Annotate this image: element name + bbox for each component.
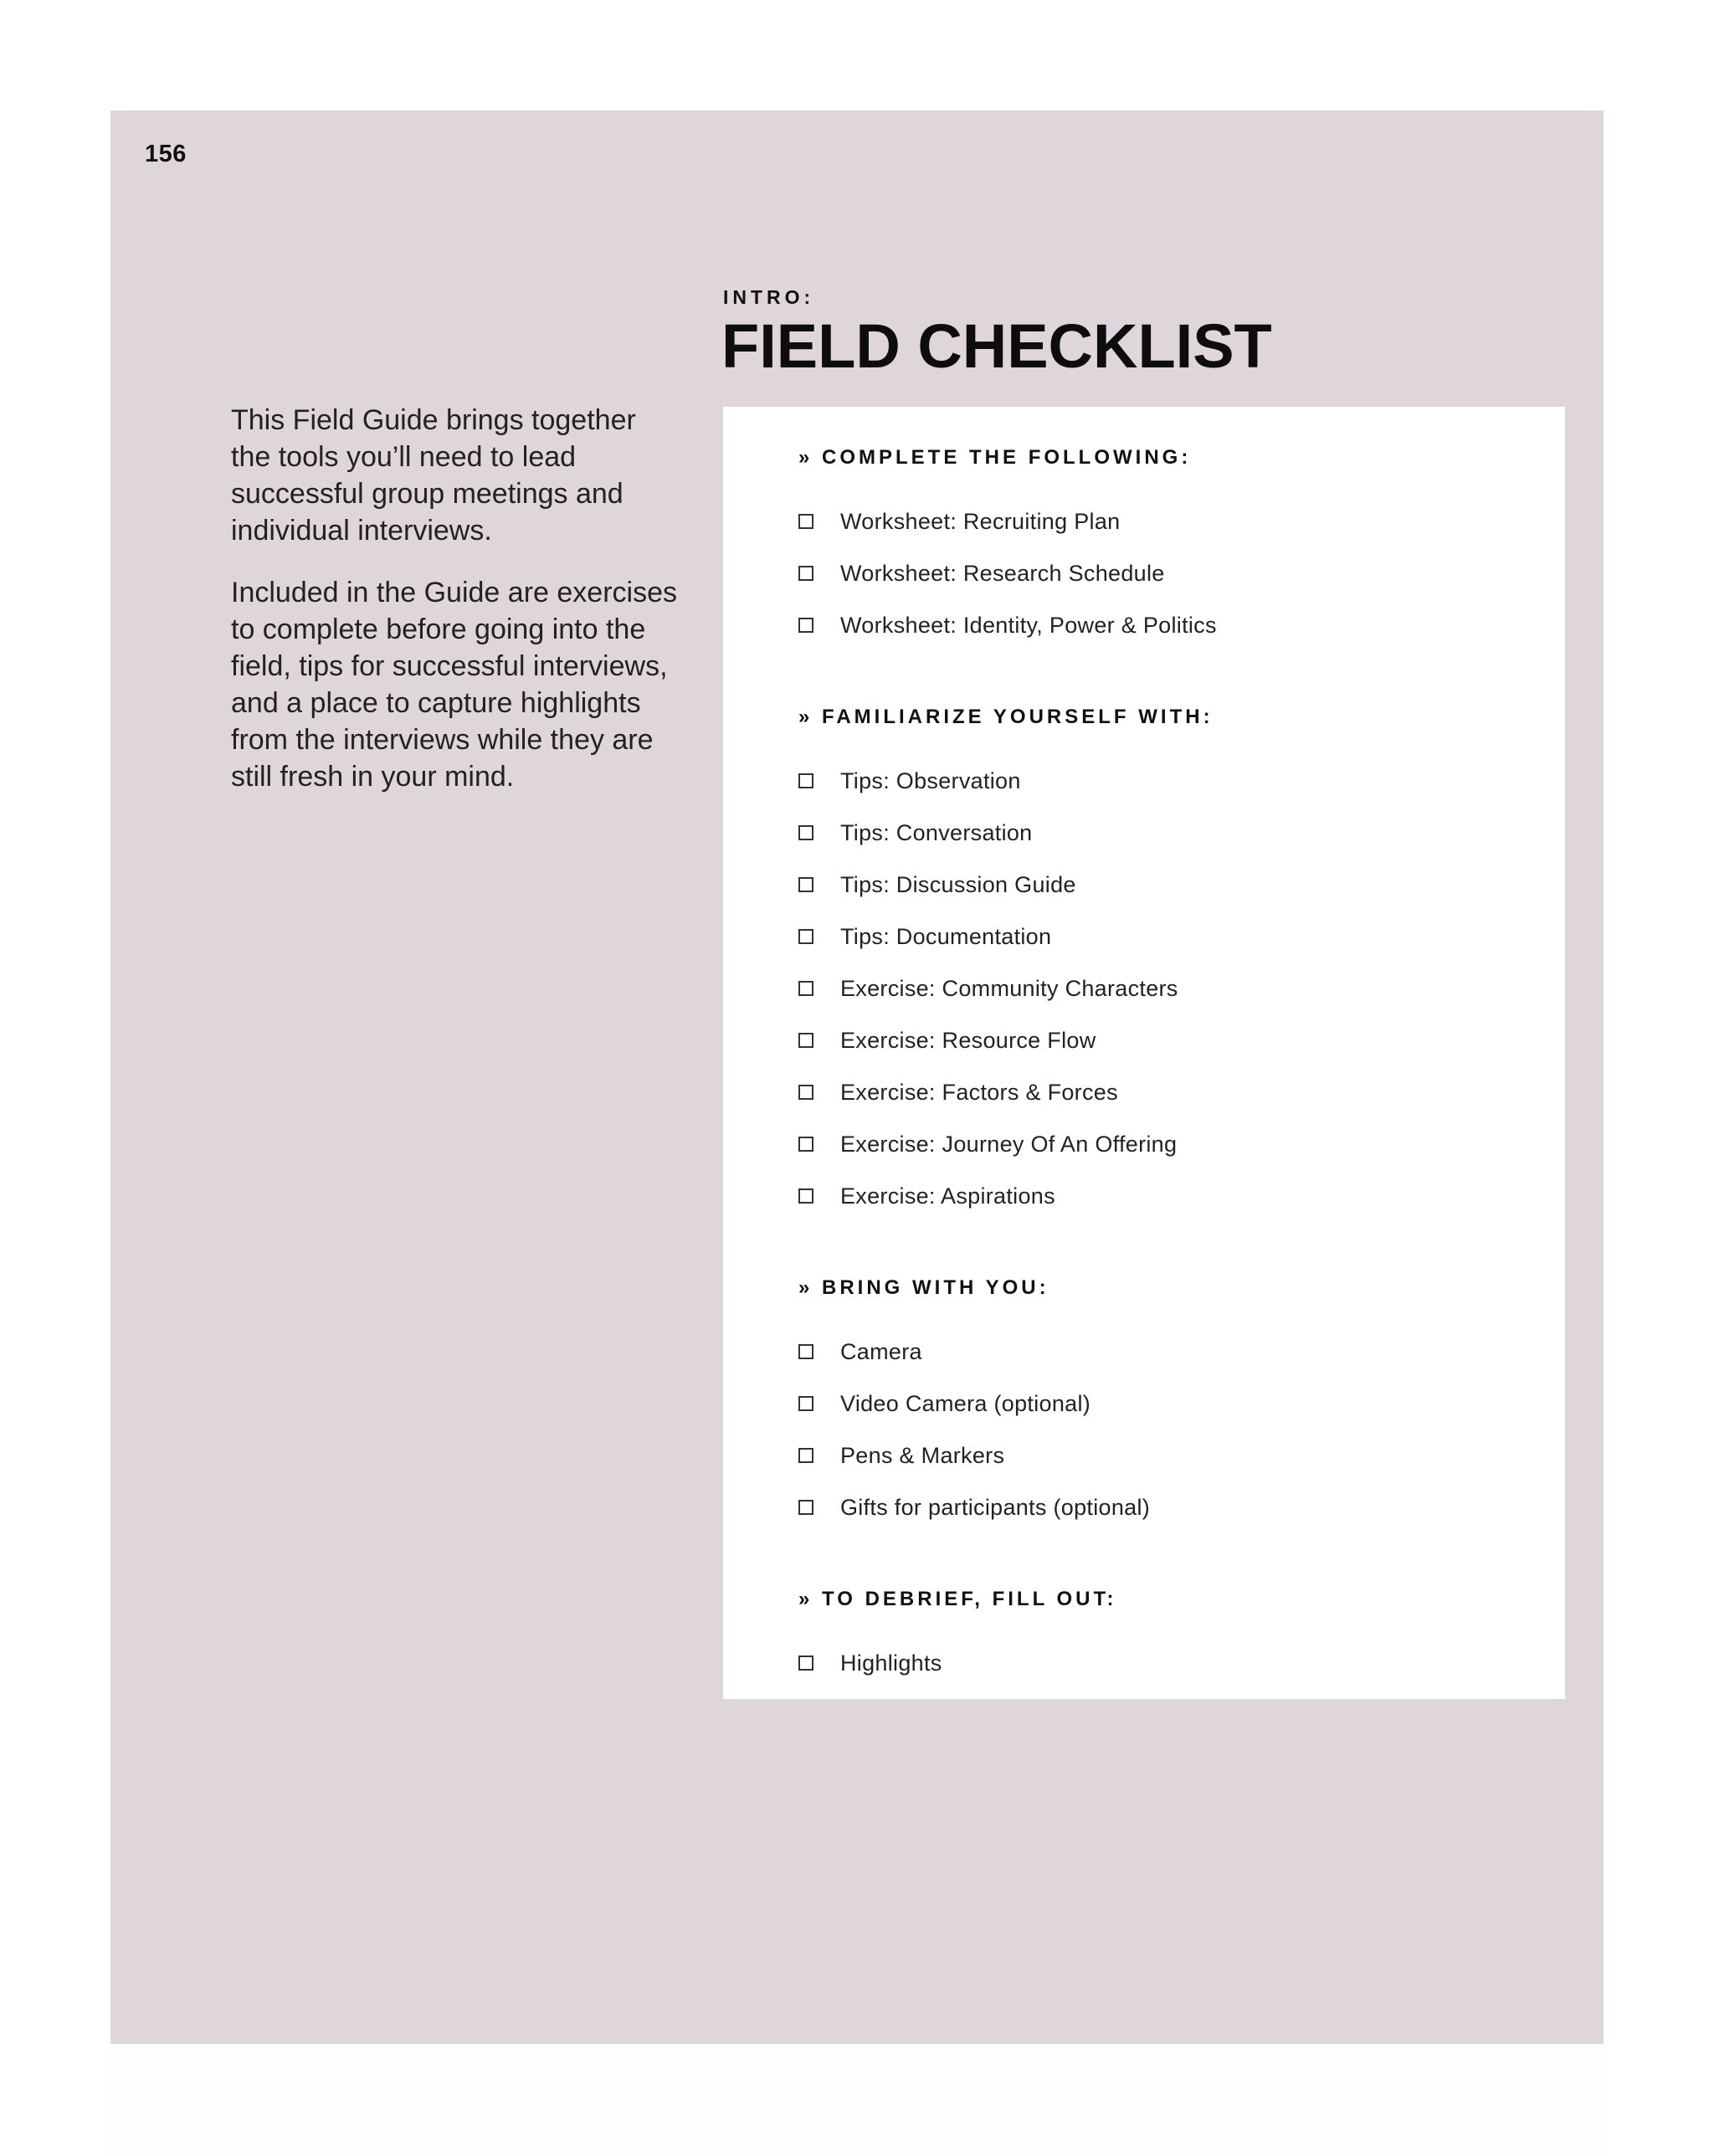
checklist-section-complete (798, 444, 1535, 651)
page-title: FIELD CHECKLIST (721, 311, 1272, 381)
checklist-item[interactable] (798, 495, 1535, 547)
checklist-item-label: Worksheet: Recruiting Plan (840, 508, 1121, 534)
checkbox-icon[interactable] (798, 566, 813, 581)
checkbox-icon[interactable] (798, 1448, 813, 1463)
checkbox-icon[interactable] (798, 1500, 813, 1515)
checklist-item-label: Tips: Documentation (840, 923, 1052, 949)
checklist-item[interactable] (798, 859, 1535, 911)
checklist-item[interactable] (798, 1118, 1535, 1170)
intro-paragraph: Included in the Guide are exercises to complete before going into the field, tips for successful interviews, and a place to capture highlights from the interviews while they are still fresh in your mind. (231, 577, 677, 793)
checklist-item-label: Exercise: Factors & Forces (840, 1079, 1118, 1105)
checklist-item-label: Camera (840, 1338, 922, 1364)
checklist-item[interactable] (798, 807, 1535, 859)
intro-paragraph: This Field Guide brings together the tools you’ll need to lead successful group meetings and individual interviews. (231, 404, 636, 547)
checklist-item-label: Tips: Discussion Guide (840, 871, 1076, 897)
checkbox-icon[interactable] (798, 1033, 813, 1048)
checklist-item-label: Exercise: Aspirations (840, 1183, 1055, 1209)
intro-text (231, 402, 683, 820)
checklist-item[interactable] (798, 1326, 1535, 1378)
checklist-item-label: Pens & Markers (840, 1442, 1005, 1468)
checklist-item-label: Exercise: Community Characters (840, 975, 1178, 1001)
checklist-item[interactable] (798, 1066, 1535, 1118)
checklist-item[interactable] (798, 1481, 1535, 1533)
checkbox-icon[interactable] (798, 618, 813, 633)
checkbox-icon[interactable] (798, 1137, 813, 1152)
checkbox-icon[interactable] (798, 929, 813, 944)
section-kicker: INTRO: (723, 286, 815, 308)
checklist-item-label: Highlights (840, 1650, 942, 1676)
checklist-item-label: Tips: Observation (840, 767, 1021, 793)
checklist-section-debrief (798, 1585, 1535, 1689)
checkbox-icon[interactable] (798, 877, 813, 892)
section-heading: » TO DEBRIEF, FILL OUT: (798, 1588, 1117, 1610)
section-heading: » BRING WITH YOU: (798, 1276, 1049, 1299)
section-heading: » COMPLETE THE FOLLOWING: (798, 446, 1192, 469)
checklist-item-label: Gifts for participants (optional) (840, 1494, 1151, 1520)
checklist-item[interactable] (798, 1430, 1535, 1481)
checklist-item[interactable] (798, 1637, 1535, 1689)
checklist-item[interactable] (798, 547, 1535, 599)
checklist-section-bring (798, 1274, 1535, 1533)
checklist-item[interactable] (798, 963, 1535, 1014)
checklist-item[interactable] (798, 1014, 1535, 1066)
checkbox-icon[interactable] (798, 1396, 813, 1411)
checklist-item[interactable] (798, 1378, 1535, 1430)
checkbox-icon[interactable] (798, 773, 813, 788)
checkbox-icon[interactable] (798, 1656, 813, 1671)
checkbox-icon[interactable] (798, 825, 813, 840)
checklist-item[interactable] (798, 755, 1535, 807)
checklist-item[interactable] (798, 599, 1535, 651)
section-heading: » FAMILIARIZE YOURSELF WITH: (798, 706, 1214, 728)
checkbox-icon[interactable] (798, 514, 813, 529)
checklist-section-familiarize (798, 703, 1535, 1222)
checkbox-icon[interactable] (798, 1085, 813, 1100)
checklist-item[interactable] (798, 1170, 1535, 1222)
checklist-card (723, 407, 1565, 1699)
page-number: 156 (145, 141, 187, 167)
checklist-item-label: Video Camera (optional) (840, 1390, 1091, 1416)
checkbox-icon[interactable] (798, 1188, 813, 1204)
checklist-item-label: Tips: Conversation (840, 819, 1033, 845)
checkbox-icon[interactable] (798, 981, 813, 996)
page-bottom-margin (110, 2044, 1604, 2156)
checkbox-icon[interactable] (798, 1344, 813, 1359)
checklist-item-label: Worksheet: Identity, Power & Politics (840, 612, 1217, 638)
checklist-item-label: Worksheet: Research Schedule (840, 560, 1165, 586)
checklist-item-label: Exercise: Journey Of An Offering (840, 1131, 1178, 1157)
checklist-item[interactable] (798, 911, 1535, 963)
checklist-item-label: Exercise: Resource Flow (840, 1027, 1096, 1053)
